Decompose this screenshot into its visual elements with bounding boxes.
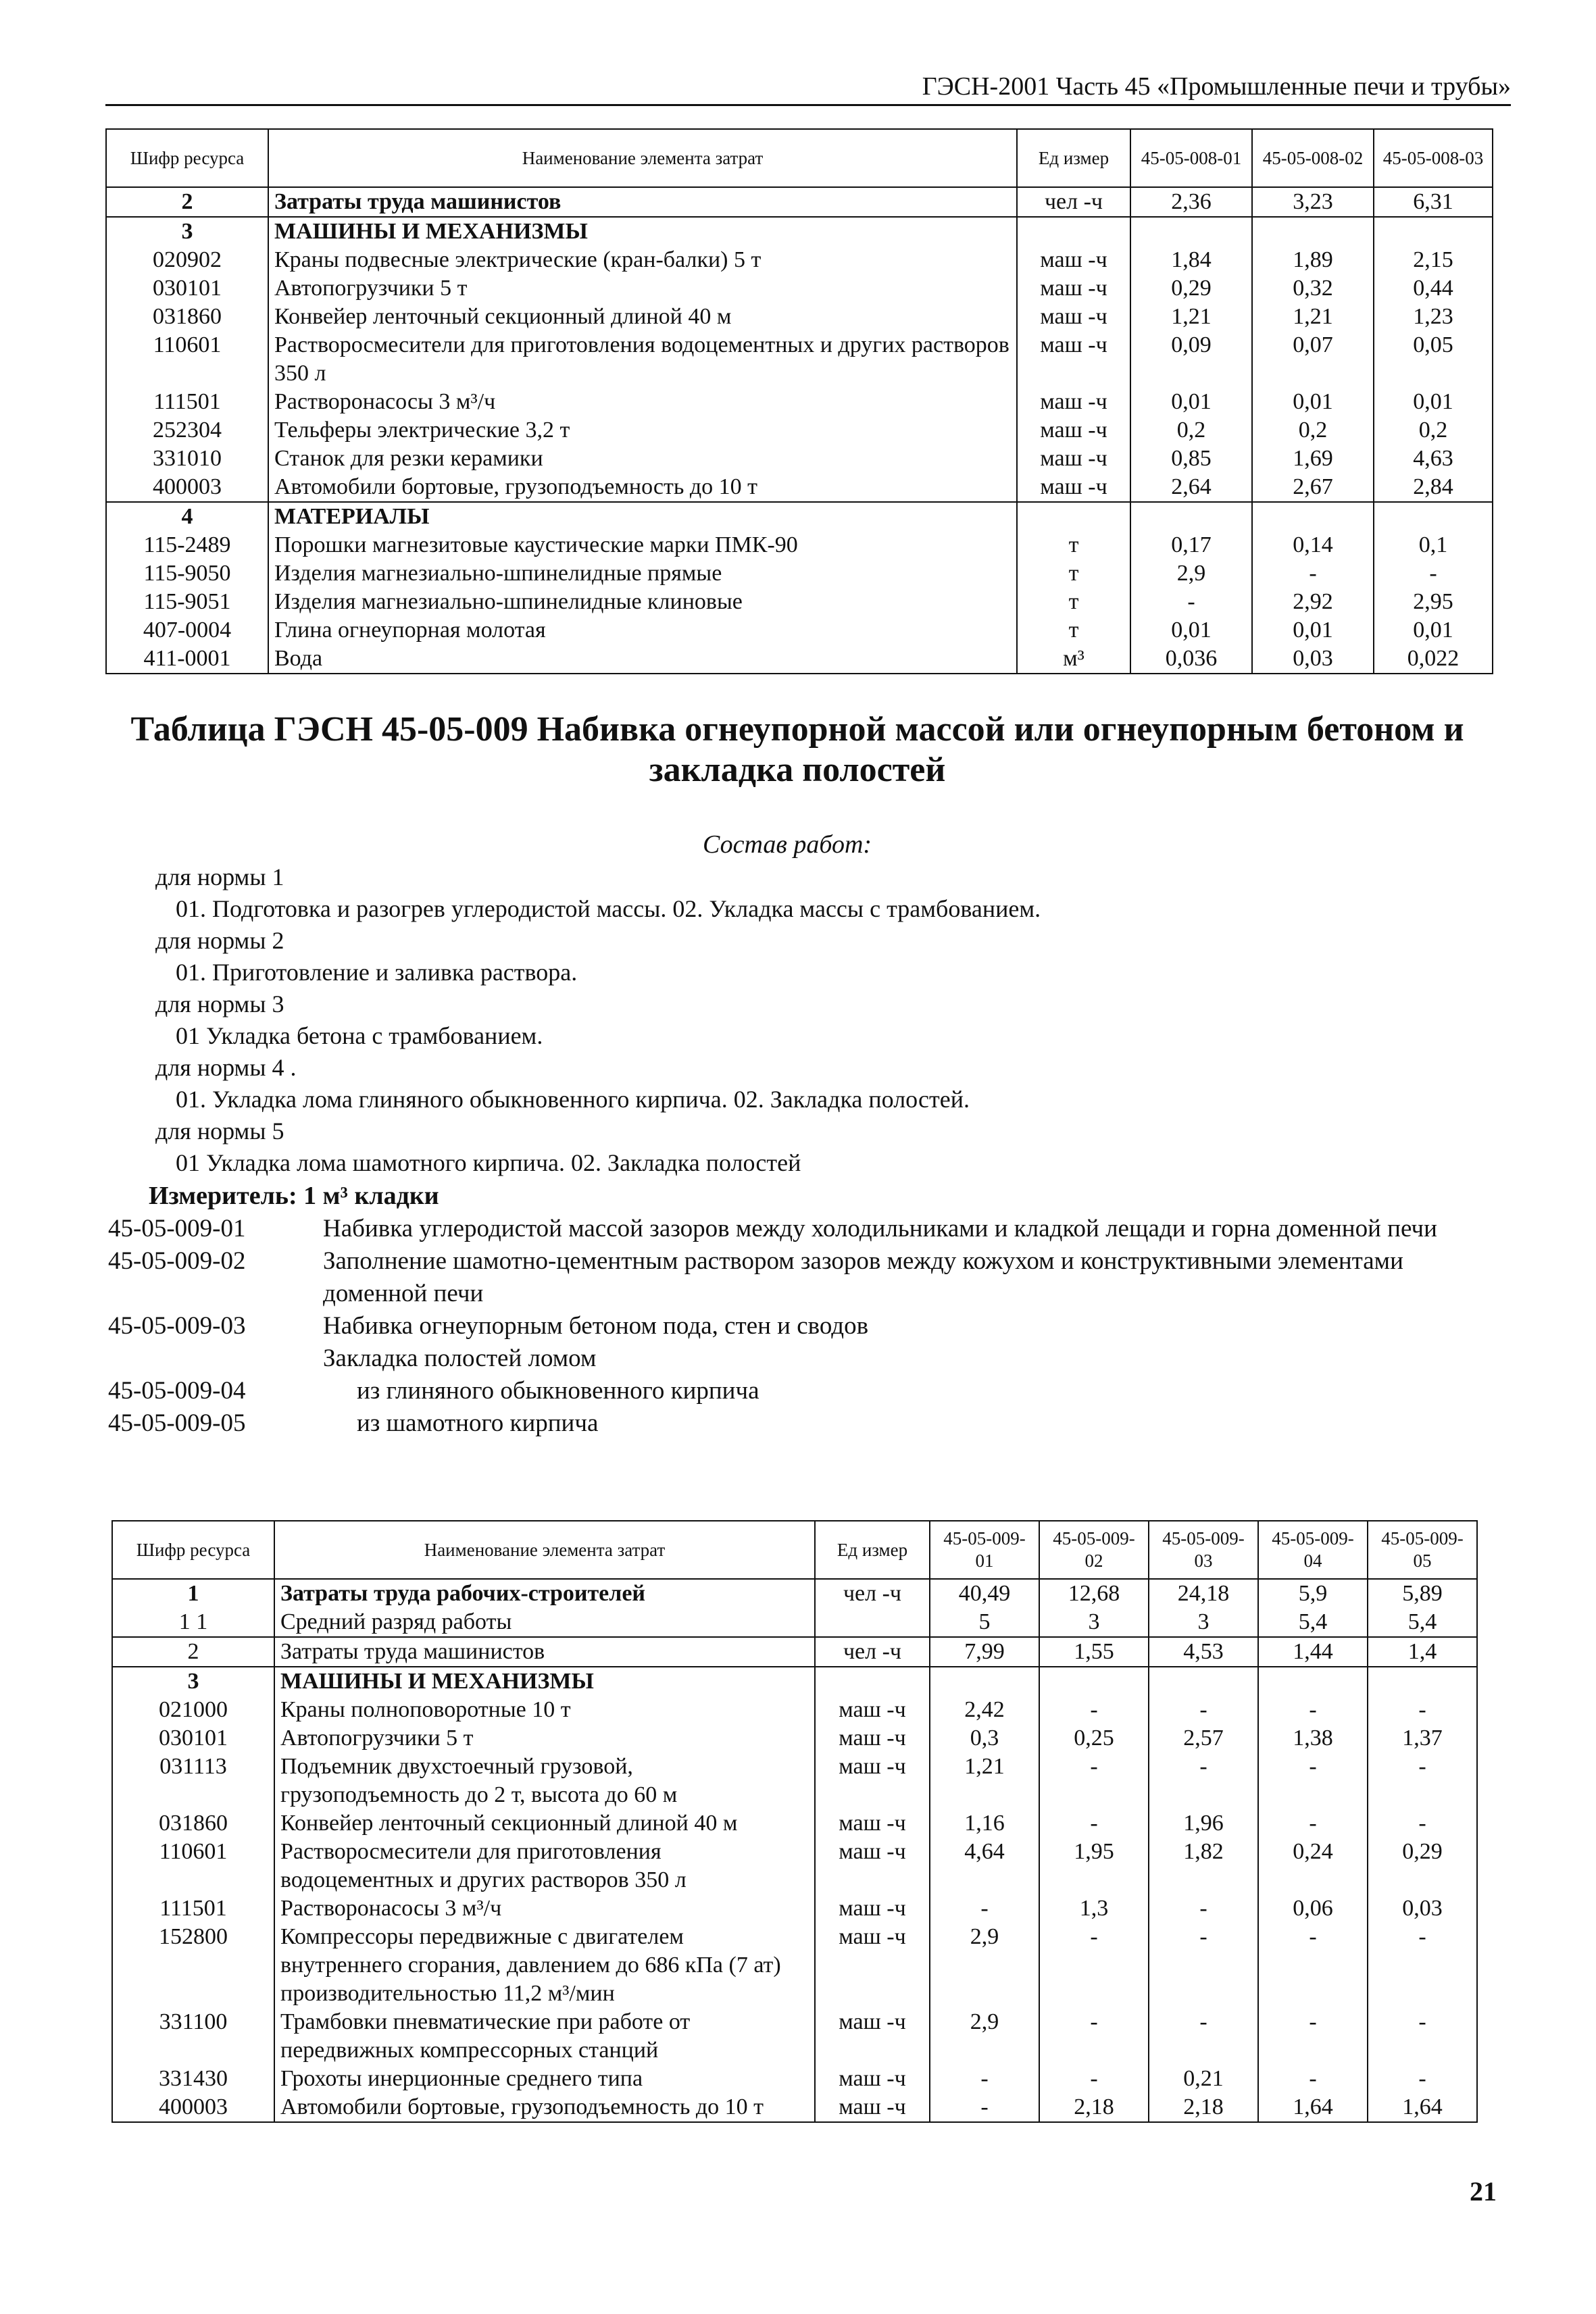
norm-code [108,1342,323,1375]
norm-value: 2,36 [1130,187,1252,217]
resource-code: 407-0004 [106,616,268,645]
work-step: 01 Укладка бетона с трамбованием. [176,1022,543,1049]
table-row [112,1753,1477,1809]
norm-value: 0,29 [1368,1838,1477,1894]
norm-value: 0,01 [1130,616,1252,645]
resource-name: Грохоты инерционные среднего типа [274,2065,815,2093]
work-step: 01. Подготовка и разогрев углеродистой массы. 02. Укладка массы с трамбованием. [176,895,1041,922]
resource-name: Краны подвесные электрические (кран-балки) 5 т [268,246,1017,274]
norm-value: - [1149,1753,1258,1809]
norm-value: - [1258,2008,1368,2065]
resource-code: 115-9051 [106,588,268,616]
norm-value: 0,2 [1252,416,1374,445]
work-composition [155,861,1473,1179]
norm-value: 0,2 [1130,416,1252,445]
resource-name: Растворосмесители для приготовления водоцементных и других растворов 350 л [268,331,1017,388]
resource-name: Автомобили бортовые, грузоподъемность до 10 т [274,2093,815,2122]
norm-description: Закладка полостей ломом [323,1344,597,1372]
norm-value: 1,64 [1368,2093,1477,2122]
norm-value [1130,502,1252,531]
resource-name: Станок для резки керамики [268,445,1017,473]
table-row [106,416,1493,445]
column-header: Ед измер [815,1521,930,1579]
column-header: Наименование элемента затрат [274,1521,815,1579]
column-header: 45-05-009-02 [1039,1521,1149,1579]
norm-value: - [1368,1923,1477,2008]
unit: маш -ч [815,1724,930,1753]
resource-name: Автомобили бортовые, грузоподъемность до 10 т [268,473,1017,502]
norm-definitions [108,1213,1514,1440]
resource-code: 411-0001 [106,645,268,674]
resource-name: Краны полноповоротные 10 т [274,1696,815,1724]
norm-value: - [1149,1696,1258,1724]
norm-value: 1,3 [1039,1894,1149,1923]
unit: т [1017,588,1130,616]
norm-value: 0,01 [1252,388,1374,416]
unit: маш -ч [1017,246,1130,274]
resource-code: 031860 [106,303,268,331]
norm-value: 2,42 [930,1696,1039,1724]
norm-value: 5,9 [1258,1579,1368,1608]
norm-value [1252,502,1374,531]
norm-value: - [1252,559,1374,588]
column-header: 45-05-009-01 [930,1521,1039,1579]
norm-value: 0,01 [1252,616,1374,645]
unit [815,1608,930,1637]
norm-value: - [1039,1923,1149,2008]
norm-value: 2,18 [1149,2093,1258,2122]
section-heading: МАШИНЫ И МЕХАНИЗМЫ [268,217,1017,246]
norm-value: - [1130,588,1252,616]
unit [1017,502,1130,531]
norm-value: 5 [930,1608,1039,1637]
resource-table-009 [111,1520,1478,2123]
resource-code: 1 [112,1579,274,1608]
norm-value: - [1368,1809,1477,1838]
norm-value: 0,85 [1130,445,1252,473]
resource-code: 030101 [112,1724,274,1753]
unit: маш -ч [815,1809,930,1838]
norm-value: 2,95 [1374,588,1493,616]
norm-value: 5,4 [1368,1608,1477,1637]
norm-value: - [1258,1809,1368,1838]
table-row [112,1696,1477,1724]
table-row [106,217,1493,246]
norm-value: - [1039,1809,1149,1838]
table-row [106,303,1493,331]
norm-value: 0,01 [1130,388,1252,416]
resource-code: 152800 [112,1923,274,2008]
resource-name: Трамбовки пневматические при работе от передвижных компрессорных станций [274,2008,815,2065]
norm-label: для нормы 1 [155,863,284,890]
norm-value: - [1258,2065,1368,2093]
norm-value: 40,49 [930,1579,1039,1608]
norm-value [1130,217,1252,246]
table-row [106,388,1493,416]
resource-name: Конвейер ленточный секционный длиной 40 м [268,303,1017,331]
norm-value: 1,64 [1258,2093,1368,2122]
work-step: 01. Укладка лома глиняного обыкновенного кирпича. 02. Закладка полостей. [176,1086,970,1113]
norm-value: 0,01 [1374,388,1493,416]
unit: маш -ч [1017,303,1130,331]
resource-name: Растворонасосы 3 м³/ч [268,388,1017,416]
resource-name: Автопогрузчики 5 т [268,274,1017,303]
norm-value: 12,68 [1039,1579,1149,1608]
unit: маш -ч [1017,473,1130,502]
norm-value: 1,55 [1039,1637,1149,1667]
norm-value: 3 [1039,1608,1149,1637]
norm-value: 2,92 [1252,588,1374,616]
norm-value: 2,64 [1130,473,1252,502]
table-row [106,187,1493,217]
norm-value: 7,99 [930,1637,1039,1667]
norm-code: 45-05-009-05 [108,1409,246,1437]
norm-value: - [1368,1696,1477,1724]
table-row [112,1667,1477,1696]
resource-code: 4 [106,502,268,531]
section-heading: МАШИНЫ И МЕХАНИЗМЫ [274,1667,815,1696]
norm-value: 0,2 [1374,416,1493,445]
resource-name: Растворонасосы 3 м³/ч [274,1894,815,1923]
unit: чел -ч [1017,187,1130,217]
resource-name: Тельферы электрические 3,2 т [268,416,1017,445]
resource-name: Подъемник двухстоечный грузовой, грузоподъемность до 2 т, высота до 60 м [274,1753,815,1809]
resource-name: Конвейер ленточный секционный длиной 40 м [274,1809,815,1838]
norm-value: 5,89 [1368,1579,1477,1608]
norm-value: 1,69 [1252,445,1374,473]
norm-value: - [1258,1923,1368,2008]
norm-label: для нормы 5 [155,1117,284,1145]
unit: т [1017,616,1130,645]
norm-value: 1,21 [1252,303,1374,331]
norm-value: 1,37 [1368,1724,1477,1753]
table-row [106,645,1493,674]
column-header: Ед измер [1017,129,1130,187]
table-row [112,1809,1477,1838]
work-step: 01 Укладка лома шамотного кирпича. 02. Закладка полостей [176,1149,801,1176]
definition-row [108,1245,1514,1310]
norm-value: - [930,2065,1039,2093]
norm-value: 1,21 [930,1753,1039,1809]
norm-value: 4,53 [1149,1637,1258,1667]
unit: маш -ч [815,1696,930,1724]
norm-value: 2,9 [1130,559,1252,588]
table-title: Таблица ГЭСН 45-05-009 Набивка огнеупорной массой или огнеупорным бетоном и закладка полостей [130,710,1464,789]
table-row [106,473,1493,502]
norm-value: 4,63 [1374,445,1493,473]
norm-description: из шамотного кирпича [357,1409,599,1437]
column-header: 45-05-009-03 [1149,1521,1258,1579]
table-row [112,1894,1477,1923]
column-header: Шифр ресурса [112,1521,274,1579]
resource-code: 2 [112,1637,274,1667]
norm-value: 0,01 [1374,616,1493,645]
norm-value: 1,84 [1130,246,1252,274]
norm-value: 3 [1149,1608,1258,1637]
norm-value: 2,84 [1374,473,1493,502]
resource-name: Затраты труда рабочих-строителей [274,1579,815,1608]
resource-code: 331100 [112,2008,274,2065]
table-row [112,2065,1477,2093]
unit: маш -ч [815,2065,930,2093]
column-header: 45-05-008-01 [1130,129,1252,187]
unit: маш -ч [815,2093,930,2122]
norm-description: Набивка огнеупорным бетоном пода, стен и сводов [323,1312,869,1340]
resource-code: 400003 [106,473,268,502]
norm-value: 1,89 [1252,246,1374,274]
table-row [106,616,1493,645]
norm-value: - [1149,1894,1258,1923]
column-header: 45-05-008-02 [1252,129,1374,187]
column-header: Наименование элемента затрат [268,129,1017,187]
norm-value [1374,502,1493,531]
resource-name: Затраты труда машинистов [268,187,1017,217]
table-row [112,1838,1477,1894]
norm-value: 0,03 [1368,1894,1477,1923]
unit: чел -ч [815,1637,930,1667]
norm-value: 0,17 [1130,531,1252,559]
norm-description: Заполнение шамотно-цементным раствором зазоров между кожухом и конструктивными элементами доменной печи [323,1247,1403,1307]
section-heading: МАТЕРИАЛЫ [268,502,1017,531]
norm-label: для нормы 4 . [155,1054,297,1081]
table-row [112,2093,1477,2122]
norm-value: 0,05 [1374,331,1493,388]
table-row [112,1637,1477,1667]
norm-value: 0,24 [1258,1838,1368,1894]
norm-value: - [930,1894,1039,1923]
norm-value: 0,036 [1130,645,1252,674]
resource-code: 1 1 [112,1608,274,1637]
unit: маш -ч [1017,445,1130,473]
unit [1017,217,1130,246]
norm-value: 0,06 [1258,1894,1368,1923]
definition-row [108,1375,1514,1407]
definition-row [108,1342,1514,1375]
norm-code: 45-05-009-04 [108,1377,246,1405]
norm-value: 1,23 [1374,303,1493,331]
resource-name: Изделия магнезиально-шпинелидные клиновые [268,588,1017,616]
norm-value: - [1039,2065,1149,2093]
norm-label: для нормы 3 [155,990,284,1017]
resource-code: 031113 [112,1753,274,1809]
norm-value [1258,1667,1368,1696]
norm-value: 0,32 [1252,274,1374,303]
resource-name: Автопогрузчики 5 т [274,1724,815,1753]
norm-value: - [1374,559,1493,588]
norm-value: - [930,2093,1039,2122]
resource-code: 021000 [112,1696,274,1724]
resource-name: Растворосмесители для приготовления водоцементных и других растворов 350 л [274,1838,815,1894]
norm-value: - [1258,1696,1368,1724]
unit: маш -ч [815,1753,930,1809]
norm-value: 5,4 [1258,1608,1368,1637]
norm-value: 1,4 [1368,1637,1477,1667]
unit: маш -ч [1017,388,1130,416]
table-row [106,559,1493,588]
table-row [106,274,1493,303]
running-header: ГЭСН-2001 Часть 45 «Промышленные печи и трубы» [105,72,1511,106]
norm-value: - [1039,1696,1149,1724]
norm-value [1039,1667,1149,1696]
unit [815,1667,930,1696]
norm-value: 0,44 [1374,274,1493,303]
norm-value: 1,21 [1130,303,1252,331]
unit: маш -ч [815,1838,930,1894]
table-row [106,445,1493,473]
norm-value: 0,29 [1130,274,1252,303]
measure-unit: Измеритель: 1 м³ кладки [149,1182,439,1210]
table-row [106,502,1493,531]
resource-code: 400003 [112,2093,274,2122]
norm-value: - [1258,1753,1368,1809]
norm-value: 2,18 [1039,2093,1149,2122]
norm-value: 2,67 [1252,473,1374,502]
table-row [112,2008,1477,2065]
norm-value: - [1149,1923,1258,2008]
column-header: 45-05-009-05 [1368,1521,1477,1579]
norm-value: - [1039,1753,1149,1809]
norm-value [1368,1667,1477,1696]
norm-value: - [1368,2065,1477,2093]
definition-row [108,1407,1514,1440]
resource-code: 3 [112,1667,274,1696]
norm-value: - [1039,2008,1149,2065]
norm-value: 1,96 [1149,1809,1258,1838]
resource-name: Порошки магнезитовые каустические марки ПМК-90 [268,531,1017,559]
table-row [106,331,1493,388]
resource-code: 115-2489 [106,531,268,559]
work-step: 01. Приготовление и заливка раствора. [176,959,578,986]
norm-value: 1,95 [1039,1838,1149,1894]
unit: маш -ч [815,1894,930,1923]
norm-value: 0,09 [1130,331,1252,388]
unit: маш -ч [1017,416,1130,445]
norm-value: 2,9 [930,1923,1039,2008]
resource-name: Затраты труда машинистов [274,1637,815,1667]
norm-value: 2,15 [1374,246,1493,274]
unit: т [1017,531,1130,559]
norm-value: 3,23 [1252,187,1374,217]
norm-value: 0,022 [1374,645,1493,674]
table-row [106,588,1493,616]
norm-value: 1,16 [930,1809,1039,1838]
norm-value: 1,38 [1258,1724,1368,1753]
resource-code: 031860 [112,1809,274,1838]
norm-label: для нормы 2 [155,927,284,954]
norm-value [1374,217,1493,246]
norm-value: 6,31 [1374,187,1493,217]
norm-value: 4,64 [930,1838,1039,1894]
resource-code: 331430 [112,2065,274,2093]
unit: т [1017,559,1130,588]
page-number: 21 [1470,2176,1497,2207]
resource-code: 252304 [106,416,268,445]
resource-code: 111501 [112,1894,274,1923]
norm-value: 0,1 [1374,531,1493,559]
resource-code: 2 [106,187,268,217]
resource-name: Средний разряд работы [274,1608,815,1637]
table-row [112,1724,1477,1753]
norm-code: 45-05-009-03 [108,1312,246,1340]
norm-value: 0,03 [1252,645,1374,674]
table-row [106,531,1493,559]
norm-value: 2,57 [1149,1724,1258,1753]
resource-name: Вода [268,645,1017,674]
resource-code: 030101 [106,274,268,303]
norm-value: - [1149,2008,1258,2065]
resource-name: Компрессоры передвижные с двигателем внутреннего сгорания, давлением до 686 кПа (7 ат) производительностью 11,2 м³/мин [274,1923,815,2008]
resource-name: Изделия магнезиально-шпинелидные прямые [268,559,1017,588]
table-row [106,246,1493,274]
unit: маш -ч [815,1923,930,2008]
resource-code: 020902 [106,246,268,274]
resource-code: 331010 [106,445,268,473]
resource-name: Глина огнеупорная молотая [268,616,1017,645]
norm-code: 45-05-009-02 [108,1247,246,1275]
table-row [112,1579,1477,1608]
norm-description: Набивка углеродистой массой зазоров между холодильниками и кладкой лещади и горна доменной печи [323,1215,1437,1242]
resource-code: 110601 [112,1838,274,1894]
norm-value: 24,18 [1149,1579,1258,1608]
resource-table-008 [105,128,1493,674]
column-header: 45-05-009-04 [1258,1521,1368,1579]
resource-code: 111501 [106,388,268,416]
resource-code: 3 [106,217,268,246]
resource-code: 115-9050 [106,559,268,588]
resource-code: 110601 [106,331,268,388]
unit: маш -ч [815,2008,930,2065]
norm-description: из глиняного обыкновенного кирпича [357,1377,759,1405]
norm-value: 0,07 [1252,331,1374,388]
unit: м³ [1017,645,1130,674]
norm-value: 1,82 [1149,1838,1258,1894]
unit: чел -ч [815,1579,930,1608]
composition-label: Состав работ: [703,830,872,859]
norm-value: 1,44 [1258,1637,1368,1667]
norm-value: - [1368,1753,1477,1809]
norm-value [1149,1667,1258,1696]
norm-value: 0,14 [1252,531,1374,559]
column-header: 45-05-008-03 [1374,129,1493,187]
norm-value: 0,21 [1149,2065,1258,2093]
table-row [112,1608,1477,1637]
norm-value: 2,9 [930,2008,1039,2065]
norm-value: 0,3 [930,1724,1039,1753]
definition-row [108,1213,1514,1245]
norm-value: 0,25 [1039,1724,1149,1753]
unit: маш -ч [1017,331,1130,388]
norm-value [930,1667,1039,1696]
column-header: Шифр ресурса [106,129,268,187]
table-row [112,1923,1477,2008]
norm-code: 45-05-009-01 [108,1215,246,1242]
norm-value: - [1368,2008,1477,2065]
unit: маш -ч [1017,274,1130,303]
definition-row [108,1310,1514,1342]
norm-value [1252,217,1374,246]
